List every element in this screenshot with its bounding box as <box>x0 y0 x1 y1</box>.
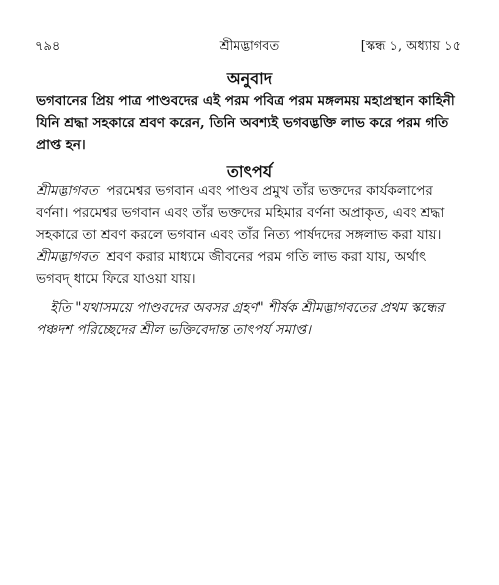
translation-line: যিনি শ্রদ্ধা সহকারে শ্রবণ করেন, তিনি অবশ্যই ভগবদ্ভক্তি লাভ করে পরম গতি <box>36 115 449 131</box>
purport-line-text: শ্রবণ করার মাধ্যমে জীবনের পরম গতি লাভ করা যায়, অর্থাৎ <box>97 249 427 265</box>
translation-line: প্রাপ্ত হন। <box>36 137 86 153</box>
page-number: ৭৯৪ <box>35 39 61 54</box>
translation-heading: অনুবাদ <box>226 69 273 88</box>
chapter-reference: [স্কন্ধ ১, অধ্যায় ১৫ <box>360 39 461 54</box>
book-title-emphasis: শ্রীমদ্ভাগবত <box>36 183 98 199</box>
closing-line: ইতি "যথাসময়ে পাণ্ডবদের অবসর গ্রহণ" শীর্ষক শ্রীমদ্ভাগবতের প্রথম স্কন্ধের <box>50 300 444 316</box>
translation-line: ভগবানের প্রিয় পাত্র পাণ্ডবদের এই পরম পবিত্র পরম মঙ্গলময় মহাপ্রস্থান কাহিনী <box>36 93 455 109</box>
purport-line: ভগবদ্ ধামে ফিরে যাওয়া যায়। <box>36 271 196 287</box>
book-title-emphasis: শ্রীমদ্ভাগবত <box>36 249 98 265</box>
purport-line <box>36 246 466 268</box>
purport-line <box>36 180 466 202</box>
purport-line: বর্ণনা। পরমেশ্বর ভগবান এবং তাঁর ভক্তদের মহিমার বর্ণনা অপ্রাকৃত, এবং শ্রদ্ধা <box>36 205 445 221</box>
translation-text <box>36 90 466 156</box>
purport-line-text: পরমেশ্বর ভগবান এবং পাণ্ডব প্রমুখ তাঁর ভক্তদের কার্যকলাপের <box>97 183 433 199</box>
purport-line: সহকারে তা শ্রবণ করলে ভগবান এবং তাঁর নিত্য পার্ষদদের সঙ্গলাভ করা যায়। <box>36 227 442 243</box>
purport-text <box>36 180 466 290</box>
purport-heading: তাৎপর্য <box>226 162 273 181</box>
closing-line: পঞ্চদশ পরিচ্ছেদের শ্রীল ভক্তিবেদান্ত তাৎপর্য সমাপ্ত। <box>36 322 311 338</box>
running-title: শ্রীমদ্ভাগবত <box>219 39 280 54</box>
chapter-closing-note <box>36 297 466 341</box>
